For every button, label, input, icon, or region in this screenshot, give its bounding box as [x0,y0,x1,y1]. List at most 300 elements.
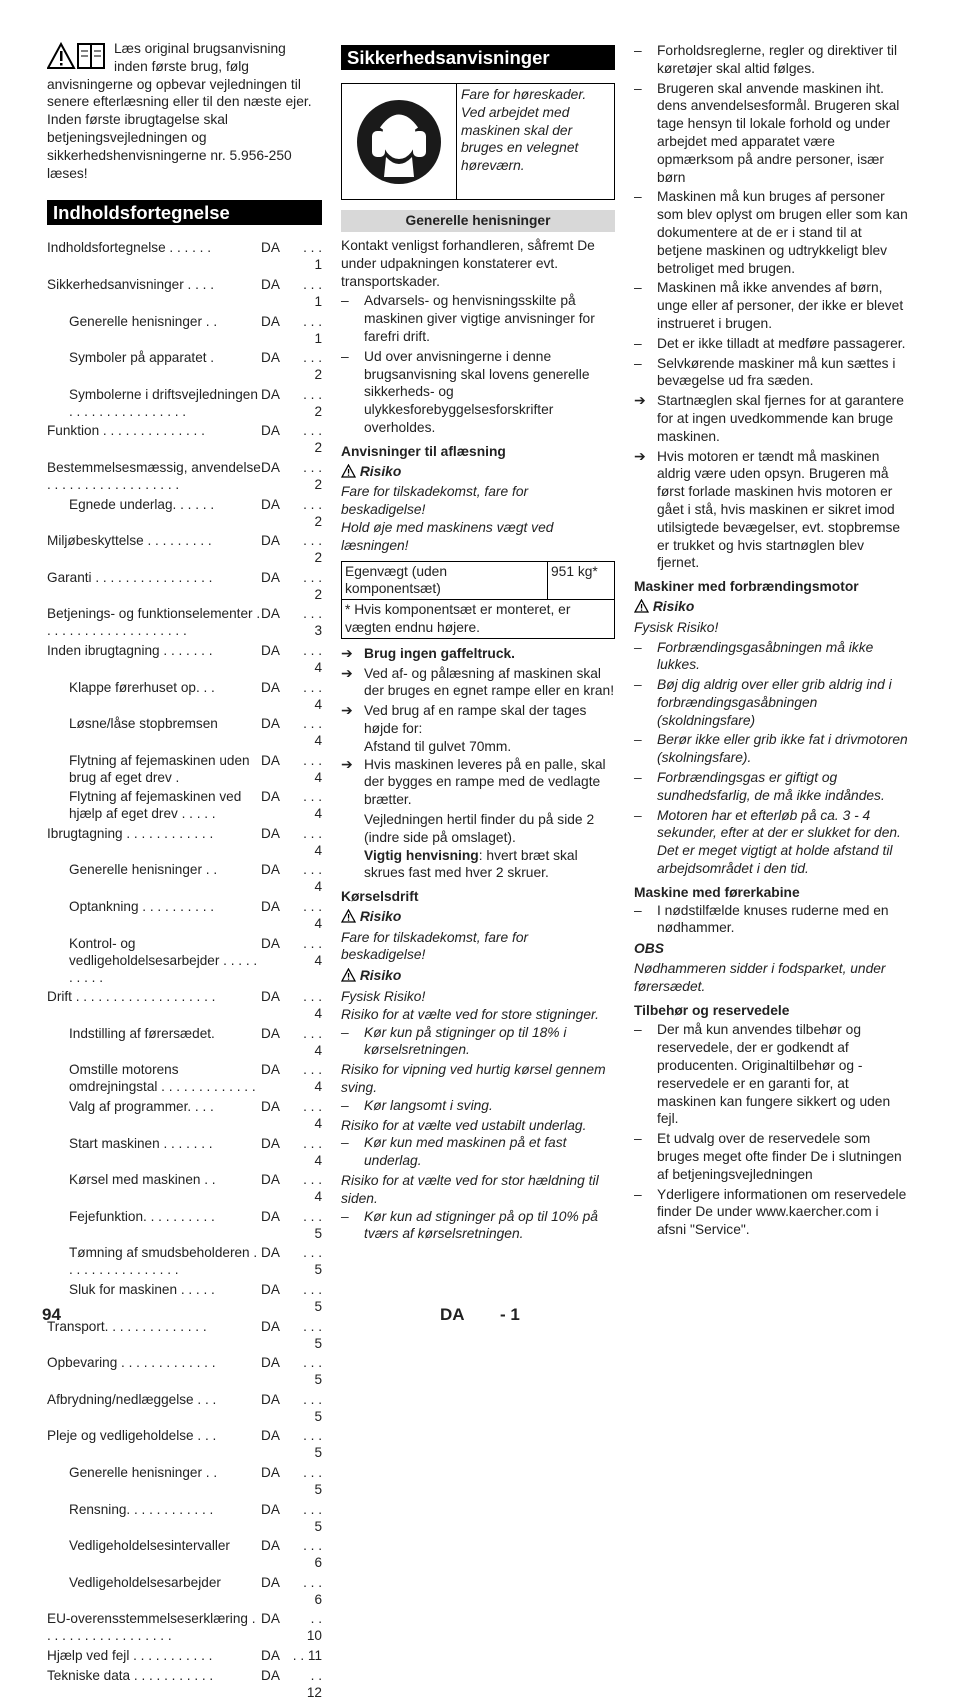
toc-entry-lang: DA [261,350,280,366]
toc-entry[interactable] [47,386,322,420]
toc-entry-lang: DA [261,989,280,1005]
toc-entry-page: . . . 2 [303,496,322,529]
engine-physical-risk: Fysisk Risiko! [634,619,719,635]
unload-text: Ved brug af en rampe skal der tages højde for: [364,703,587,736]
toc-entry[interactable] [47,1391,322,1425]
toc-entry-title: Afbrydning/nedlæggelse . . . [47,1391,217,1407]
toc-entry[interactable] [47,459,322,493]
tip-4-item [341,1208,615,1244]
toc-entry-page: . . . 4 [303,935,322,968]
toc-entry-lang: DA [261,1501,280,1517]
dash-marker: – [634,1131,642,1147]
toc-entry-lang: DA [261,789,280,805]
rule-text: Maskinen må ikke anvendes af børn, unge eller af personer, der ikke er blevet instrueret i brugen. [657,280,904,331]
toc-entry-lang: DA [261,313,280,329]
dash-marker: – [634,280,642,296]
toc-entry[interactable] [47,1537,322,1571]
engine-text: Bøj dig aldrig over eller grib aldrig ind i forbrændingsgasåbningen (skoldningsfare) [657,677,892,728]
toc-entry[interactable] [47,532,322,566]
general-item [341,348,615,437]
distance-text: Afstand til gulvet 70mm. [364,738,512,754]
toc-entry-title: Omstille motorens omdrejningstal . . . . . . . . . . . . . [69,1062,256,1095]
dash-marker: – [634,335,642,351]
rules-list [634,42,908,390]
rule-arrow-item [634,448,908,573]
toc-entry[interactable] [47,1464,322,1498]
toc-entry[interactable] [47,715,322,749]
toc-entry-title: Funktion . . . . . . . . . . . . . . [47,423,205,439]
weight-table [341,561,615,639]
dash-marker: – [634,1022,642,1038]
weight-label: Egenvægt (uden komponentsæt) [342,562,548,600]
toc-entry[interactable] [47,239,322,273]
toc-entry-title: Vedligeholdelsesarbejder [69,1574,221,1590]
tip-2-item-text: Kør langsomt i sving. [364,1097,493,1113]
rule-arrow-text: Startnæglen skal fjernes for at garantere for at ingen uvedkommende kan bruge maskinen. [657,393,904,444]
toc-entry-title: Transport. . . . . . . . . . . . . . [47,1318,207,1334]
weight-value: 951 kg* [551,563,598,579]
engine-item [634,769,908,805]
toc-entry-page: . . . 5 [303,1282,322,1314]
accessory-text: Der må kun anvendes tilbehør og reservedele, der er godkendt af producenten. Originaltilbehør og -reservedele er en garanti for, at maskinen kan fungere sikkert og uden fejl. [657,1022,891,1127]
toc-entry-lang: DA [261,935,280,951]
toc-entry-lang: DA [261,1574,280,1590]
engine-title: Maskiner med forbrændingsmotor [634,579,859,595]
toc-entry[interactable] [47,1667,322,1701]
tip-2-item [341,1097,615,1115]
toc-entry-page: . . . 1 [303,276,322,309]
toc-entry[interactable] [47,935,322,986]
toc-entry-lang: DA [261,386,280,402]
accessory-text: Et udvalg over de reservedele som bruges meget ofte finder De i slutningen af betjeningsvejledningen [657,1131,902,1182]
toc-entry-title: Kontrol- og vedligeholdelsesarbejder . . . . . . . . . . [69,935,258,985]
toc-list [47,239,322,1700]
page-number: 94 [42,1305,61,1324]
risk-label-3 [341,967,615,985]
toc-entry-lang: DA [261,1282,280,1297]
toc-entry-page: . . . 2 [303,423,322,456]
toc-entry-lang: DA [261,1135,280,1151]
toc-entry-page: . . . 4 [303,716,322,749]
accessory-item [634,1130,908,1183]
toc-entry-lang: DA [261,1318,280,1334]
toc-entry-lang: DA [261,1667,280,1683]
tip-4-item-text: Kør kun ad stigninger på op til 10% på tværs af kørselsretningen. [364,1208,598,1242]
accessories-list [634,1021,908,1239]
dash-marker: – [634,43,642,58]
toc-entry[interactable] [47,825,322,859]
toc-entry-title: Sikkerhedsanvisninger . . . . [47,276,214,292]
dash-marker: – [634,770,642,786]
toc-title: Indholdsfortegnelse [47,200,322,225]
toc-entry-title: Tekniske data . . . . . . . . . . . [47,1667,214,1683]
cab-item [634,902,908,938]
toc-entry[interactable] [47,569,322,603]
toc-entry-page: . . . 4 [303,1135,322,1168]
toc-entry-page: . . . 6 [303,1574,322,1607]
rule-item [634,279,908,332]
toc-entry-page: . . . 1 [303,240,322,273]
weight-row [342,562,614,601]
dash-marker: – [341,1024,349,1040]
toc-entry-page: . . . 2 [303,569,322,602]
dash-marker: – [341,1135,349,1151]
toc-entry-page: . . . 2 [303,350,322,383]
toc-entry-page: . . . 2 [303,533,322,566]
toc-entry-lang: DA [261,825,280,841]
toc-entry-title: Drift . . . . . . . . . . . . . . . . . . . [47,989,216,1005]
toc-entry-page: . . . 4 [303,789,322,822]
rule-item [634,42,908,78]
toc-entry-lang: DA [261,1391,280,1407]
toc-entry-title: Bestemmelsesmæssig, anvendelse . . . . . . . . . . . . . . . . . . [47,459,261,492]
toc-entry-title: Generelle henisninger . . [69,313,218,329]
toc-entry-page: . . . 4 [303,642,322,675]
physical-risk: Fysisk Risiko! [341,989,426,1005]
toc-entry-title: Generelle henisninger . . [69,862,218,878]
toc-entry-lang: DA [261,1647,280,1663]
toc-entry-lang: DA [261,276,280,292]
toc-entry-lang: DA [261,899,280,915]
unload-arrows [341,645,615,738]
toc-entry-lang: DA [261,679,280,695]
risk-label-4 [634,598,908,616]
toc-entry-lang: DA [261,1025,280,1041]
unload-item [341,665,615,701]
dash-marker: – [634,902,642,918]
toc-entry[interactable] [47,1061,322,1095]
toc-entry-lang: DA [261,1245,280,1261]
toc-entry[interactable] [47,752,322,786]
toc-entry-title: Optankning . . . . . . . . . . [69,899,215,915]
driving-warning: Fare for tilskadekomst, fare for beskadigelse! [341,929,529,963]
cab-title: Maskine med førerkabine [634,884,800,900]
toc-entry[interactable] [47,788,322,822]
toc-entry-lang: DA [261,716,280,732]
toc-entry-title: Fejefunktion. . . . . . . . . . [69,1208,215,1224]
risk-text: Risiko [652,598,695,614]
toc-entry-page: . . . 4 [303,899,322,932]
rule-text: Maskinen må kun bruges af personer som blev oplyst om brugen eller som kan dokumentere at de er i stand til at betjene maskinen og udtrykkeligt blev betroliget med brugen. [657,189,908,276]
tip-3-item-text: Kør kun med maskinen på et fast underlag. [364,1135,567,1169]
toc-entry[interactable] [47,1501,322,1535]
engine-list [634,639,908,878]
toc-entry[interactable] [47,496,322,530]
toc-entry[interactable] [47,1354,322,1388]
toc-entry-title: Klappe førerhuset op. . . [69,679,215,695]
unload-warning-1: Fare for tilskadekomst, fare for beskadigelse! [341,484,529,518]
rule-arrow-item [634,392,908,445]
toc-entry-lang: DA [261,1428,280,1444]
toc-entry-title: Opbevaring . . . . . . . . . . . . . [47,1355,216,1371]
toc-entry[interactable] [47,1171,322,1205]
toc-entry[interactable] [47,276,322,310]
toc-entry-title: Garanti . . . . . . . . . . . . . . . . [47,569,213,585]
rule-text: Selvkørende maskiner må kun sættes i bevægelse ud fra sæden. [657,355,896,389]
intro-text: Læs original brugsanvisning inden første brug, følg anvisningerne og opbevar vejledningen til senere efterlæsning eller til den næste ejer. [47,41,312,110]
hearing-protection-icon [356,99,442,185]
toc-entry-lang: DA [261,240,280,256]
toc-entry-page: . . . 3 [303,606,322,639]
toc-entry[interactable] [47,1135,322,1169]
arrow-icon: ➔ [634,448,646,464]
toc-entry[interactable] [47,1574,322,1608]
risk-label-1 [341,463,615,481]
rule-arrow-text: Hvis motoren er tændt må maskinen aldrig være uden opsyn. Brugeren må først forlade maskinen hvis motoren er gået i stå, hvis maskinen er sikret imod utilsigtede bevægelser, evt. stopbremse er trukket og hvis startnøglen blev fjernet. [657,448,901,571]
risk-text: Risiko [359,968,402,984]
rule-text: Forholdsreglerne, regler og direktiver til køretøjer skal altid følges. [657,43,898,76]
important-label: Vigtig henvisning [364,847,479,863]
toc-entry-title: Betjenings- og funktionselementer . . . . . . . . . . . . . . . . . . . . [47,606,261,639]
toc-entry-title: Valg af programmer. . . . [69,1099,214,1115]
toc-entry-page: . . . 4 [303,862,322,895]
column-3 [634,40,908,1239]
toc-entry[interactable] [47,1025,322,1059]
engine-item [634,807,908,878]
toc-entry-page: . . . 1 [303,313,322,346]
rule-item [634,80,908,187]
dash-marker: – [634,1186,642,1202]
toc-entry-lang: DA [261,1611,280,1627]
intro-block [47,40,322,182]
toc-entry-lang: DA [261,1172,280,1188]
dash-marker: – [634,639,642,655]
unload-text: Ved af- og pålæsning af maskinen skal der bruges en egnet rampe eller en kran! [364,665,615,699]
risk-text: Risiko [359,908,402,924]
toc-entry-lang: DA [261,1062,280,1078]
engine-item [634,731,908,767]
arrow-icon: ➔ [341,645,353,661]
obs-text: Nødhammeren sidder i fodsparket, under førersædet. [634,961,886,994]
risk-label-2 [341,908,615,926]
warning-icon [341,968,356,982]
toc-entry-page: . . . 5 [303,1464,322,1497]
dash-marker: – [634,189,642,205]
warning-icon [341,909,356,923]
rules-arrows [634,392,908,572]
hearing-box [341,83,615,200]
toc-entry-page: . . . 5 [303,1355,322,1388]
toc-entry[interactable] [47,422,322,456]
toc-entry-lang: DA [261,569,280,585]
toc-entry-title: Start maskinen . . . . . . . [69,1135,213,1151]
toc-entry-page: . . . 5 [303,1208,322,1241]
toc-entry[interactable] [47,1098,322,1132]
toc-entry[interactable] [47,988,322,1022]
toc-entry[interactable] [47,1610,322,1644]
engine-text: Forbrændingsgas er giftigt og sundhedsfarlig, de må ikke indåndes. [657,770,885,803]
toc-entry[interactable] [47,1318,322,1352]
tip-3: Risiko for at vælte ved ustabilt underlag. [341,1117,587,1133]
footer-page: - 1 [500,1305,520,1324]
unload-item [341,702,615,738]
toc-entry-lang: DA [261,459,280,475]
rule-text: Det er ikke tilladt at medføre passagerer. [657,335,906,351]
column-1 [47,40,322,1703]
toc-entry-lang: DA [261,606,280,622]
dash-marker: – [341,348,349,364]
engine-item [634,639,908,675]
toc-entry-title: Kørsel med maskinen . . [69,1172,216,1188]
arrow-icon: ➔ [341,756,353,772]
accessory-text: Yderligere informationen om reservedele finder De under www.kaercher.com i afsni "Service". [657,1186,907,1238]
toc-entry[interactable] [47,898,322,932]
dash-marker: – [634,732,642,748]
general-text: Ud over anvisningerne i denne brugsanvisning skal lovens generelle sikkerheds- og ulykkesforebyggelsesforskrifter overholdes. [364,348,590,435]
toc-entry-page: . . 10 [306,1611,322,1644]
toc-entry-page: . . . 5 [303,1391,322,1424]
toc-entry-title: Generelle henisninger . . [69,1464,218,1480]
toc-entry-lang: DA [261,752,280,768]
toc-entry-title: Sluk for maskinen . . . . . [69,1282,215,1297]
toc-entry[interactable] [47,1427,322,1461]
toc-entry-page: . . . 4 [303,1099,322,1132]
dash-marker: – [634,807,642,823]
unload-item [341,645,615,663]
toc-entry-page: . . . 2 [303,386,322,419]
toc-entry-title: Inden ibrugtagning . . . . . . . [47,642,213,658]
accessories-title: Tilbehør og reservedele [634,1002,790,1018]
toc-entry-page: . . . 5 [303,1501,322,1534]
unload-warning-2: Hold øje med maskinens vægt ved læsningen! [341,519,554,553]
engine-text: Forbrændingsgasåbningen må ikke lukkes. [657,639,874,673]
toc-entry-lang: DA [261,1099,280,1115]
toc-entry[interactable] [47,349,322,383]
toc-entry-title: Hjælp ved fejl . . . . . . . . . . . [47,1647,213,1663]
hearing-icon-cell [342,84,457,199]
dash-marker: – [341,1208,349,1224]
toc-entry-title: Egnede underlag. . . . . . [69,496,215,512]
toc-entry-title: Ibrugtagning . . . . . . . . . . . . [47,825,214,841]
dash-marker: – [341,1097,349,1113]
toc-entry-page: . . . 2 [303,459,322,492]
risk-text: Risiko [359,463,402,479]
dash-marker: – [634,80,642,96]
pallet-text: Hvis maskinen leveres på en palle, skal der bygges en rampe med de vedlagte brætter. [364,756,606,808]
toc-entry[interactable] [47,1647,322,1664]
cab-item-text: I nødstilfælde knuses ruderne med en nødhammer. [657,902,889,936]
pallet-item [341,756,615,809]
toc-entry-lang: DA [261,1208,280,1224]
warning-manual-icon [47,42,107,70]
toc-entry[interactable] [47,1281,322,1315]
toc-entry[interactable] [47,642,322,676]
tip-3-item [341,1134,615,1170]
toc-entry-title: Symboler på apparatet . [69,350,215,366]
toc-entry-title: Løsne/låse stopbremsen [69,716,218,732]
toc-entry[interactable] [47,861,322,895]
toc-entry-title: Indstilling af førersædet. [69,1025,215,1041]
tip-4: Risiko for at vælte ved for stor hældning til siden. [341,1173,599,1206]
toc-entry-title: Indholdsfortegnelse . . . . . . [47,240,211,256]
unload-text: Brug ingen gaffeltruck. [364,645,516,661]
toc-entry-page: . . . 4 [303,752,322,785]
toc-entry-lang: DA [261,862,280,878]
tip-2: Risiko for vipning ved hurtig kørsel gennem sving. [341,1062,606,1096]
important-text [341,847,615,883]
toc-entry[interactable] [47,605,322,639]
hearing-text: Fare for høreskader. Ved arbejdet med maskinen skal der bruges en velegnet høreværn. [461,87,587,174]
toc-entry[interactable] [47,313,322,347]
safety-title: Sikkerhedsanvisninger [341,45,615,70]
toc-entry-page: . . . 4 [303,1025,322,1058]
engine-text: Berør ikke eller grib ikke fat i drivmotoren (skolningsfare). [657,732,908,766]
toc-entry-title: Miljøbeskyttelse . . . . . . . . . [47,533,212,549]
rule-text: Brugeren skal anvende maskinen iht. dens anvendelsesformål. Brugeren skal tage hensyn til lokale forhold og under arbejdet med apparatet være opmærksom på andre personer, især børn [657,80,900,185]
rule-item [634,188,908,277]
unload-title: Anvisninger til aflæsning [341,443,506,459]
toc-entry-title: Vedligeholdelsesintervaller [69,1538,230,1554]
column-2 [341,45,615,1243]
rule-item [634,335,908,353]
tip-1: Risiko for at vælte ved for store stigninger. [341,1006,599,1022]
obs-label: OBS [634,941,664,957]
warning-icon [341,464,356,478]
tip-1-item-text: Kør kun på stigninger op til 18% i kørselsretningen. [364,1024,567,1058]
accessory-item [634,1021,908,1128]
toc-entry-lang: DA [261,496,280,512]
toc-entry-page: . . . 4 [303,1062,322,1095]
important-body: : hvert bræt skal skrues fast med hver 2 skruer. [364,847,578,881]
toc-entry[interactable] [47,679,322,713]
driving-title: Kørselsdrift [341,889,419,905]
toc-entry-page: . . . 6 [303,1538,322,1571]
toc-entry-page: . . . 4 [303,989,322,1022]
dash-marker: – [341,293,349,309]
warning-icon [634,599,649,613]
toc-entry-lang: DA [261,423,280,439]
toc-entry-title: Flytning af fejemaskinen ved hjælp af eget drev . . . . . [69,789,242,822]
accessory-item [634,1186,908,1239]
engine-text: Motoren har et efterløb på ca. 3 - 4 sekunder, efter at der er slukket for den. Det er meget vigtigt at holde afstand til arbejdsområdet i den tid. [657,807,901,877]
toc-entry-lang: DA [261,1538,280,1554]
dash-marker: – [634,355,642,371]
toc-entry-title: Symbolerne i driftsvejledningen . . . . . . . . . . . . . . . . [69,386,258,419]
arrow-icon: ➔ [341,665,353,681]
toc-entry-page: . . 11 [292,1647,322,1663]
intro-icons [47,42,109,72]
dash-marker: – [634,677,642,693]
arrow-icon: ➔ [634,393,646,409]
general-item [341,292,615,345]
toc-entry-title: Pleje og vedligeholdelse . . . [47,1428,217,1444]
toc-entry-title: Flytning af fejemaskinen uden brug af eget drev . [69,752,250,785]
toc-entry-lang: DA [261,1355,280,1371]
footer-lang: DA [440,1305,465,1324]
rule-item [634,355,908,391]
toc-entry-title: Tømning af smudsbeholderen . . . . . . . . . . . . . . . . [69,1245,258,1278]
toc-entry-lang: DA [261,533,280,549]
toc-entry[interactable] [47,1208,322,1242]
toc-entry-page: . . . 5 [303,1428,322,1461]
intro-text-2: Inden første ibrugtagelse skal betjeningsvejledningen og sikkerhedshenvisningerne nr. 5.956-250 læses! [47,112,292,181]
toc-entry-page: . . . 4 [303,679,322,712]
toc-entry-page: . . . 4 [303,825,322,858]
toc-entry[interactable] [47,1244,322,1278]
toc-entry-page: . . . 5 [303,1245,322,1278]
toc-entry-lang: DA [261,642,280,658]
toc-entry-title: Rensning. . . . . . . . . . . . [69,1501,214,1517]
arrow-icon: ➔ [341,703,353,719]
general-title: Generelle henisninger [341,210,615,232]
toc-entry-title: EU-overensstemmelseserklæring . . . . . . . . . . . . . . . . . . [47,1611,256,1644]
general-paragraph: Kontakt venligst forhandleren, såfremt De under udpakningen konstaterer evt. transportskader. [341,238,595,289]
tip-1-item [341,1024,615,1060]
engine-item [634,676,908,729]
weight-note: * Hvis komponentsæt er monteret, er vægten endnu højere. [345,602,571,635]
toc-entry-page: . . 12 [306,1667,322,1700]
general-list [341,292,615,436]
